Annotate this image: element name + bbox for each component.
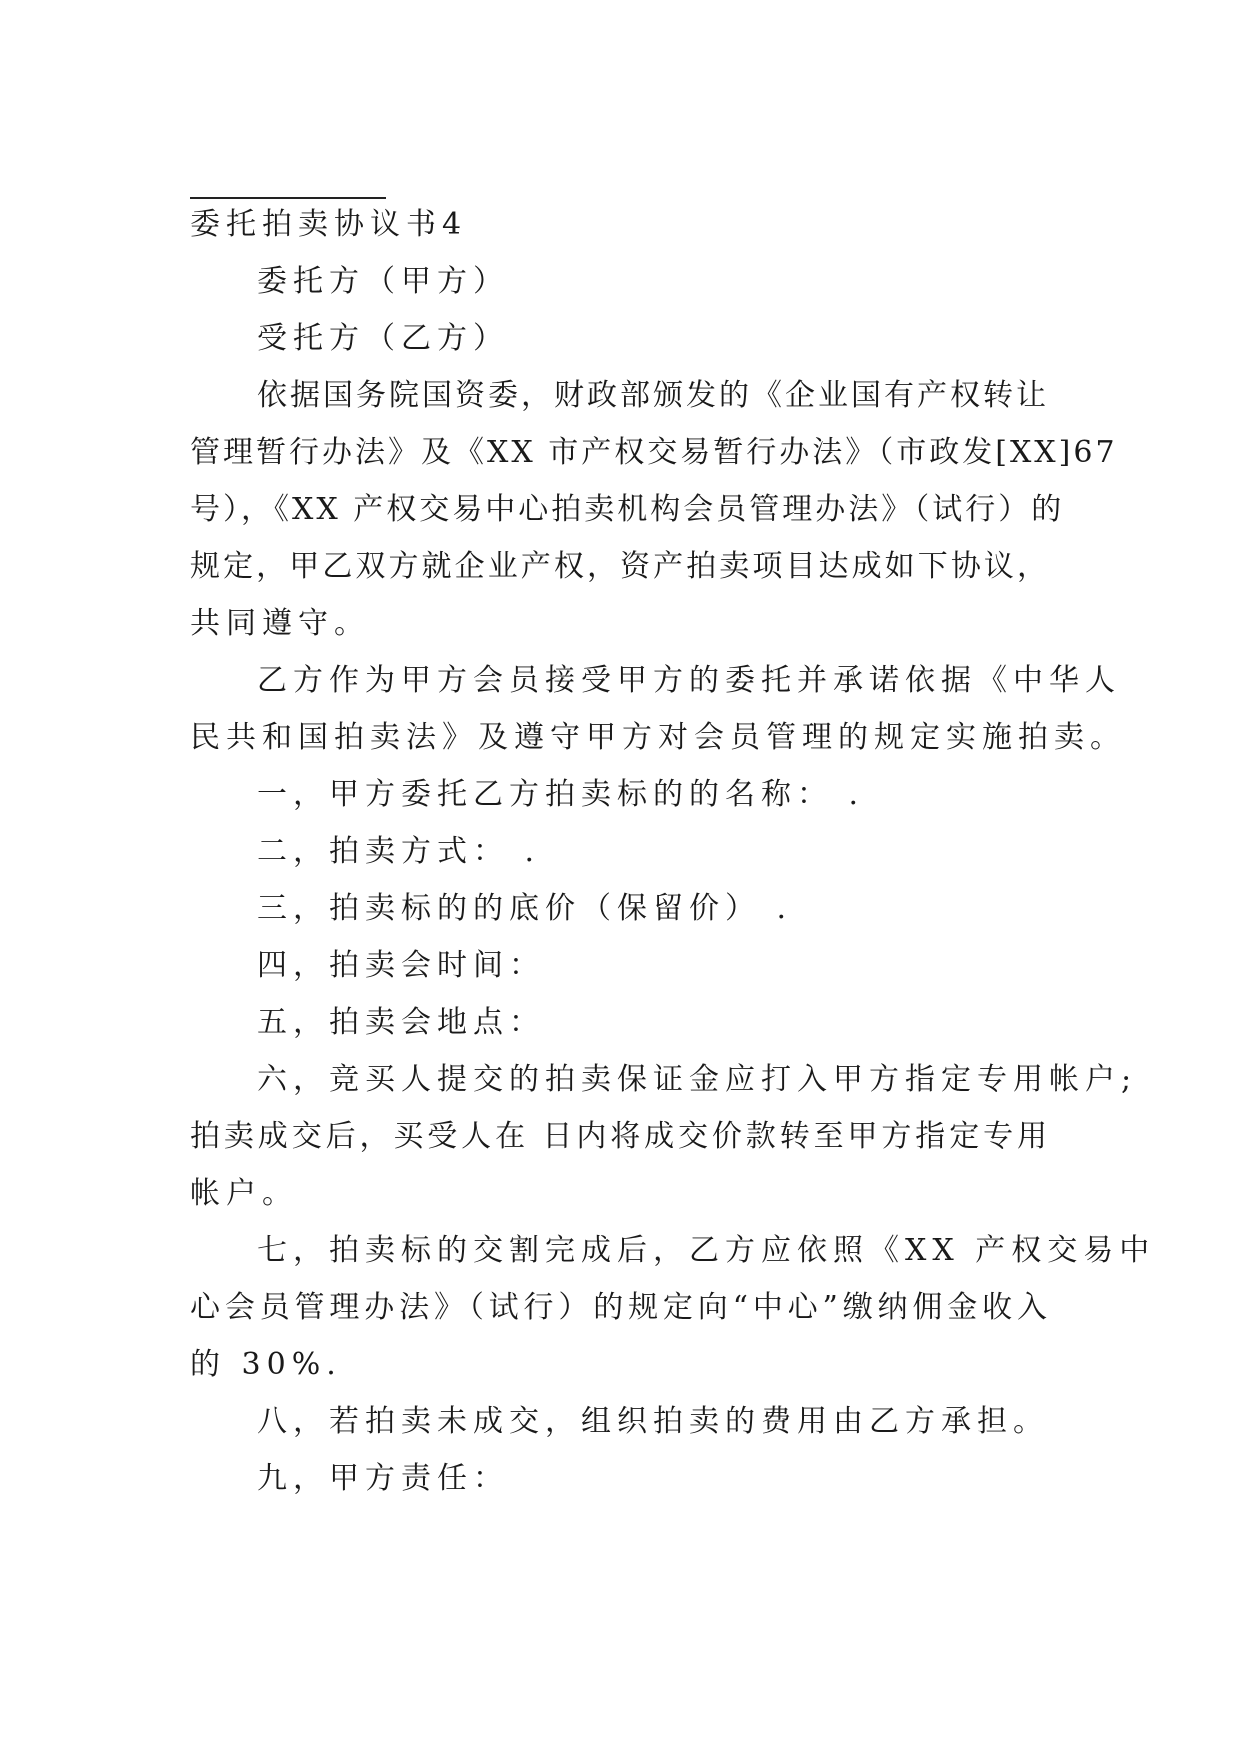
- paragraph-line: 管理暂行办法》及《XX 市产权交易暂行办法》（市政发[XX]67: [190, 435, 1118, 470]
- clause-line: 六，竞买人提交的拍卖保证金应打入甲方指定专用帐户;: [257, 1062, 1138, 1097]
- clause-line: 的 30%.: [190, 1347, 342, 1382]
- clause-line: 四，拍卖会时间：: [257, 948, 545, 983]
- clause-line: 七，拍卖标的交割完成后，乙方应依照《XX 产权交易中: [257, 1233, 1156, 1268]
- paragraph-line: 民共和国拍卖法》及遵守甲方对会员管理的规定实施拍卖。: [190, 720, 1126, 755]
- paragraph-line: 号），《XX 产权交易中心拍卖机构会员管理办法》（试行）的: [190, 492, 1065, 527]
- paragraph-line: 规定，甲乙双方就企业产权，资产拍卖项目达成如下协议，: [190, 549, 1050, 584]
- paragraph-line: 共同遵守。: [190, 606, 370, 641]
- clause-line: 一，甲方委托乙方拍卖标的的名称： .: [257, 777, 865, 812]
- paragraph-line: 乙方作为甲方会员接受甲方的委托并承诺依据《中华人: [257, 663, 1121, 698]
- clause-line: 三，拍卖标的的底价（保留价） .: [257, 891, 793, 926]
- clause-line: 八，若拍卖未成交，组织拍卖的费用由乙方承担。: [257, 1404, 1049, 1439]
- paragraph-line: 依据国务院国资委，财政部颁发的《企业国有产权转让: [257, 378, 1049, 413]
- clause-line: 九，甲方责任：: [257, 1461, 509, 1496]
- clause-line: 五，拍卖会地点：: [257, 1005, 545, 1040]
- clause-line: 心会员管理办法》（试行）的规定向“中心”缴纳佣金收入: [190, 1290, 1050, 1325]
- clause-line: 帐户。: [190, 1176, 298, 1211]
- paragraph-line: 受托方（乙方）: [257, 321, 509, 356]
- separator-line: [190, 197, 386, 199]
- document-title: 委托拍卖协议书4: [190, 207, 468, 242]
- clause-line: 拍卖成交后，买受人在 日内将成交价款转至甲方指定专用: [190, 1119, 1050, 1154]
- clause-line: 二，拍卖方式： .: [257, 834, 541, 869]
- paragraph-line: 委托方（甲方）: [257, 264, 509, 299]
